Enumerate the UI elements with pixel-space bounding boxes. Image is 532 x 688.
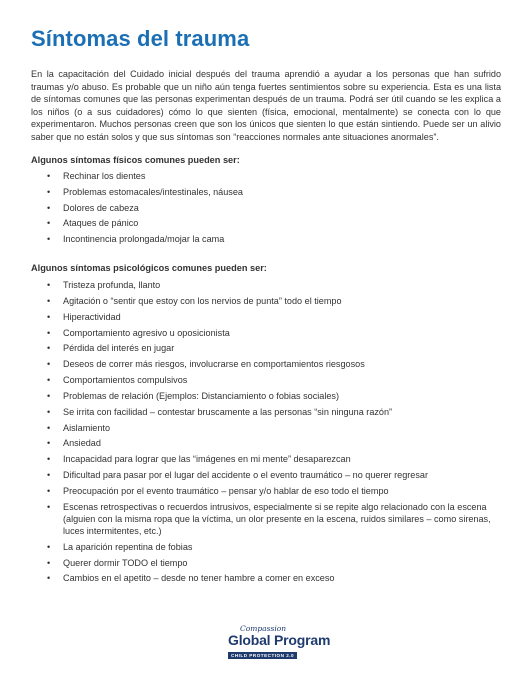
bullet-marker: • xyxy=(47,390,51,401)
list-item-text: Ataques de pánico xyxy=(63,218,139,229)
bullet-marker: • xyxy=(47,171,51,181)
list-item xyxy=(31,186,501,198)
list-item-text: Dolores de cabeza xyxy=(63,202,139,213)
list-item-text: Aislamiento xyxy=(63,422,111,433)
bullet-marker: • xyxy=(47,470,51,481)
bullet-marker: • xyxy=(47,186,51,197)
list-item xyxy=(31,342,501,354)
psychological-symptoms-heading: Algunos síntomas psicológicos comunes pueden ser: xyxy=(31,263,267,273)
list-item-text: Dificultad para pasar por el lugar del accidente o el evento traumático – no querer regresar xyxy=(63,470,428,481)
list-item xyxy=(31,501,501,537)
list-item-text: Se irrita con facilidad – contestar bruscamente a las personas “sin ninguna razón” xyxy=(63,406,393,417)
list-item-text: Comportamiento agresivo u oposicionista xyxy=(63,327,230,338)
list-item xyxy=(31,202,501,214)
list-item xyxy=(31,217,501,229)
bullet-marker: • xyxy=(47,311,51,322)
bullet-marker: • xyxy=(47,422,51,433)
bullet-marker: • xyxy=(47,573,51,584)
bullet-marker: • xyxy=(47,343,51,354)
list-item-text: Pérdida del interés en jugar xyxy=(63,343,175,354)
list-item-text: Incontinencia prolongada/mojar la cama xyxy=(63,234,225,245)
page-title: Síntomas del trauma xyxy=(31,26,250,51)
bullet-marker: • xyxy=(47,501,51,512)
intro-paragraph: En la capacitación del Cuidado inicial después del trauma aprendió a ayudar a los personas que han sufrido traumas y/o abuso. Es probable que un niño aún tenga fuertes sentimientos sobre su experiencia. Esta es una lista de síntomas comunes que las personas experimentan después de un trauma. Podrá ser útil cuando se les explica a los niños (o a sus cuidadores) cómo lo que sienten (física, emocional, mentalmente) se conecta con lo que experimentaron. Muchos personas creen que son los únicos que sienten lo que están sintiendo. Puede ser un alivio saber que no están solos y que sus síntomas son “reacciones normales ante situaciones anormales”. xyxy=(31,69,501,142)
bullet-marker: • xyxy=(47,438,51,449)
list-item xyxy=(31,295,501,307)
logo-subline: CHILD PROTECTION 2.0 xyxy=(228,652,297,659)
list-item-text: Querer dormir TODO el tiempo xyxy=(63,557,188,568)
list-item xyxy=(31,422,501,434)
bullet-marker: • xyxy=(47,541,51,552)
list-item-text: Tristeza profunda, llanto xyxy=(63,280,161,290)
bullet-marker: • xyxy=(47,202,51,213)
list-item-text: Escenas retrospectivas o recuerdos intrusivos, especialmente si se repite algo relacionado con la escena (alguien con la misma ropa que la víctima, un olor presente en la escena, ruidos similares – como sirenas, luces intermitentes, etc.) xyxy=(63,501,491,536)
list-item xyxy=(31,557,501,569)
list-item xyxy=(31,469,501,481)
list-item xyxy=(31,406,501,418)
list-item-text: Cambios en el apetito – desde no tener hambre a comer en exceso xyxy=(63,573,335,584)
list-item-text: Incapacidad para lograr que las “imágenes en mi mente” desaparezcan xyxy=(63,454,351,465)
list-item-text: Ansiedad xyxy=(63,438,101,449)
list-item xyxy=(31,233,501,245)
list-item-text: La aparición repentina de fobias xyxy=(63,541,193,552)
physical-symptoms-heading: Algunos síntomas físicos comunes pueden ser: xyxy=(31,155,240,165)
bullet-marker: • xyxy=(47,359,51,370)
list-item-text: Agitación o “sentir que estoy con los nervios de punta” todo el tiempo xyxy=(63,295,342,306)
list-item xyxy=(31,541,501,553)
bullet-marker: • xyxy=(47,218,51,229)
list-item-text: Problemas estomacales/intestinales, náusea xyxy=(63,186,243,197)
physical-symptoms-list xyxy=(31,170,501,249)
list-item xyxy=(31,279,501,291)
psychological-symptoms-list xyxy=(31,279,501,588)
list-item xyxy=(31,453,501,465)
list-item xyxy=(31,390,501,402)
bullet-marker: • xyxy=(47,280,51,290)
bullet-marker: • xyxy=(47,557,51,568)
list-item xyxy=(31,485,501,497)
logo-brand-text: Compassion xyxy=(240,624,287,633)
bullet-marker: • xyxy=(47,406,51,417)
list-item xyxy=(31,374,501,386)
list-item-text: Preocupación por el evento traumático – pensar y/o hablar de eso todo el tiempo xyxy=(63,485,389,496)
list-item xyxy=(31,437,501,449)
list-item-text: Rechinar los dientes xyxy=(63,171,146,181)
list-item xyxy=(31,572,501,584)
bullet-marker: • xyxy=(47,375,51,386)
list-item xyxy=(31,327,501,339)
list-item-text: Hiperactividad xyxy=(63,311,121,322)
bullet-marker: • xyxy=(47,234,51,245)
bullet-marker: • xyxy=(47,327,51,338)
logo-program-text: Global Program xyxy=(228,632,331,648)
list-item-text: Problemas de relación (Ejemplos: Distanciamiento o fobias sociales) xyxy=(63,390,339,401)
bullet-marker: • xyxy=(47,485,51,496)
list-item xyxy=(31,311,501,323)
compassion-global-program-logo xyxy=(228,624,331,668)
bullet-marker: • xyxy=(47,295,51,306)
list-item xyxy=(31,170,501,182)
list-item xyxy=(31,358,501,370)
list-item-text: Deseos de correr más riesgos, involucrarse en comportamientos riesgosos xyxy=(63,359,365,370)
list-item-text: Comportamientos compulsivos xyxy=(63,375,188,386)
bullet-marker: • xyxy=(47,454,51,465)
